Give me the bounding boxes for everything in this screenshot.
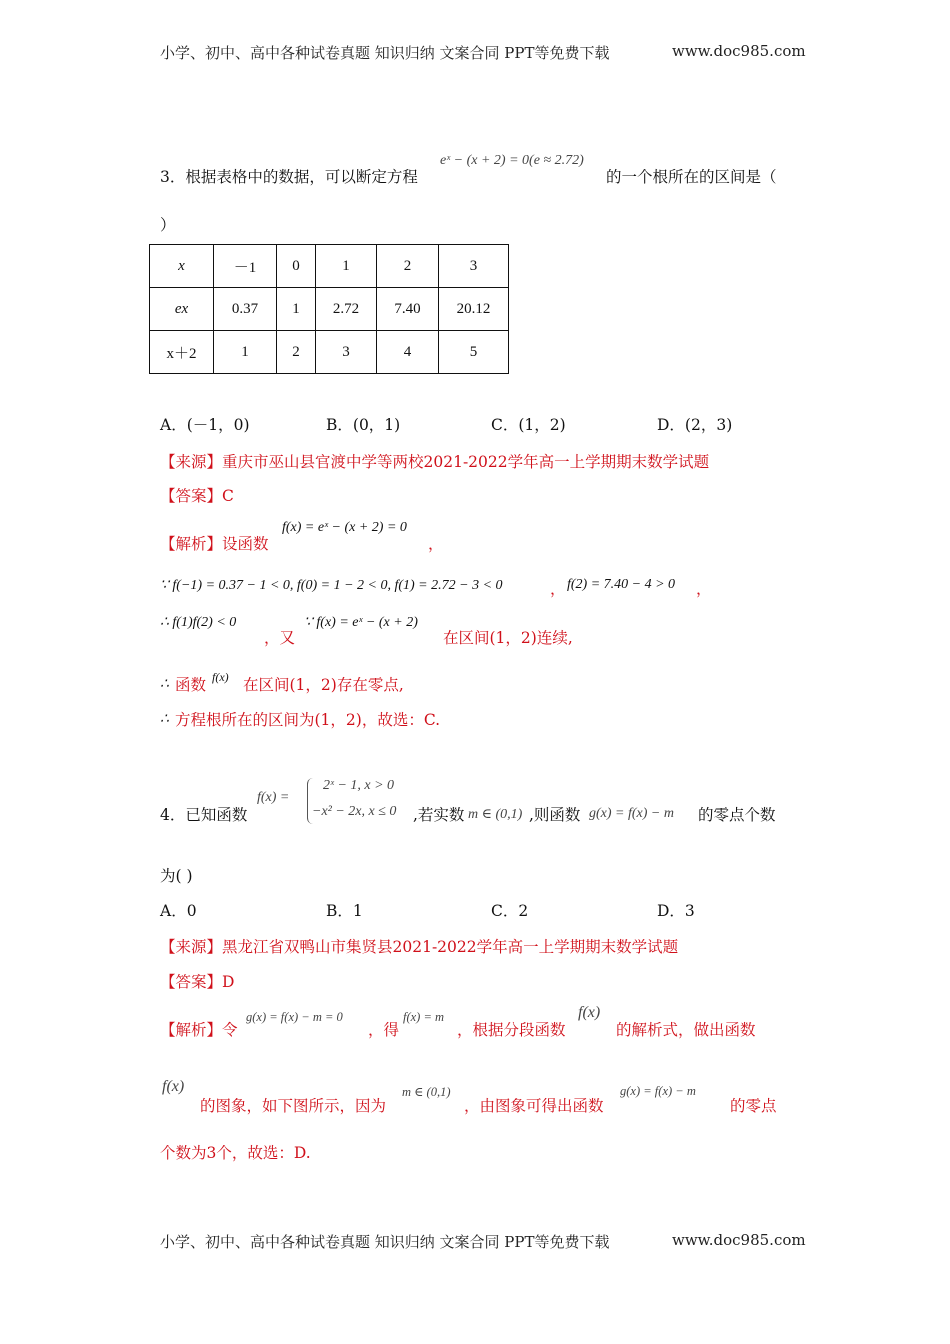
q4-analysis-label: 【解析】令	[160, 1021, 238, 1039]
table-cell: x	[150, 245, 214, 288]
table-cell: 2	[377, 245, 439, 288]
table-cell: x＋2	[150, 331, 214, 374]
q3-line3-mid: ，又	[264, 629, 296, 647]
q3-option-a: A．(－1，0)	[160, 416, 250, 434]
q3-analysis-comma: ，	[428, 535, 444, 553]
q4-mid1: ,若实数	[413, 806, 465, 824]
q4-analysis-t1: ，得	[368, 1021, 400, 1039]
footer-url[interactable]: www.doc985.com	[672, 1231, 806, 1249]
q4-analysis-t3: 的解析式，做出函数	[616, 1021, 756, 1039]
q3-line2-eq2: f(2) = 7.40 − 4 > 0	[567, 577, 676, 592]
q4-mid2: ,则函数	[529, 806, 581, 824]
q4-analysis-eq1: g(x) = f(x) − m = 0	[246, 1010, 343, 1024]
q3-option-d: D．(2，3)	[657, 416, 733, 434]
table-cell: 1	[214, 331, 277, 374]
q3-equation: eˣ − (x + 2) = 0(e ≈ 2.72)	[440, 153, 584, 168]
q3-suffix: 的一个根所在的区间是（	[606, 168, 777, 186]
q4-option-a: A．0	[160, 902, 197, 920]
q3-line3-eq: ∴ f(1)f(2) < 0	[160, 615, 237, 630]
q4-prefix: 4．已知函数	[160, 806, 248, 824]
table-cell: 0	[277, 245, 316, 288]
q4-line-b-eq1: f(x)	[162, 1078, 185, 1095]
q4-line-b-t1: 的图象，如下图所示，因为	[200, 1097, 387, 1115]
q3-option-c: C．(1，2)	[491, 416, 566, 434]
q4-line-b-t2: ，由图象可得出函数	[464, 1097, 604, 1115]
q3-line3-end: 在区间(1，2)连续,	[443, 629, 573, 647]
table-cell: 2.72	[316, 288, 377, 331]
q4-line2: 为( )	[160, 867, 193, 885]
q4-fx-eq: f(x) =	[257, 790, 290, 805]
q3-line4-text1: 函数	[175, 676, 207, 694]
q4-option-c: C．2	[491, 902, 529, 920]
q4-case2: −x² − 2x, x ≤ 0	[312, 804, 397, 819]
q4-line-b-eq3: g(x) = f(x) − m	[620, 1084, 696, 1098]
q3-line5-symbol: ∴	[160, 712, 169, 727]
table-cell: 3	[316, 331, 377, 374]
q4-case1: 2ˣ − 1, x > 0	[323, 778, 395, 793]
q3-analysis-label: 【解析】设函数	[160, 535, 269, 553]
table-cell: 2	[277, 331, 316, 374]
q3-option-b: B．(0，1)	[326, 416, 401, 434]
q4-answer: 【答案】D	[160, 973, 235, 991]
q4-analysis-t2: ，根据分段函数	[457, 1021, 566, 1039]
q3-line5-text: 方程根所在的区间为(1，2)，故选：C.	[175, 711, 441, 729]
q3-line2-sep: ，	[550, 580, 566, 598]
table-row	[150, 245, 509, 288]
q4-analysis-eq3: f(x)	[578, 1004, 601, 1021]
table-cell: 7.40	[377, 288, 439, 331]
q4-analysis-eq2: f(x) = m	[403, 1010, 445, 1024]
q4-source: 【来源】黑龙江省双鸭山市集贤县2021-2022学年高一上学期期末数学试题	[160, 938, 679, 956]
q3-analysis-eq1: f(x) = eˣ − (x + 2) = 0	[282, 520, 407, 535]
table-cell: ex	[150, 288, 214, 331]
q3-prefix: 3．根据表格中的数据，可以断定方程	[160, 168, 418, 186]
table-cell: 1	[316, 245, 377, 288]
q4-line-b-t3: 的零点	[730, 1097, 777, 1115]
q4-line-b-eq2: m ∈ (0,1)	[402, 1085, 451, 1099]
q3-line3-eq2: ∵ f(x) = eˣ − (x + 2)	[304, 615, 418, 630]
q3-data-table	[149, 244, 509, 374]
q3-paren-close: ）	[160, 216, 176, 234]
q3-answer: 【答案】C	[160, 487, 234, 505]
table-cell: 0.37	[214, 288, 277, 331]
table-cell: －1	[214, 245, 277, 288]
q3-source: 【来源】重庆市巫山县官渡中学等两校2021-2022学年高一上学期期末数学试题	[160, 453, 710, 471]
q4-line-c: 个数为3个，故选：D.	[160, 1144, 311, 1162]
q4-suffix: 的零点个数	[698, 806, 776, 824]
table-cell: 3	[439, 245, 509, 288]
table-cell: 4	[377, 331, 439, 374]
table-cell: 5	[439, 331, 509, 374]
footer-text: 小学、初中、高中各种试卷真题 知识归纳 文案合同 PPT等免费下载	[160, 1233, 610, 1251]
header-text: 小学、初中、高中各种试卷真题 知识归纳 文案合同 PPT等免费下载	[160, 44, 610, 62]
q4-m-eq: m ∈ (0,1)	[468, 807, 523, 822]
header-url[interactable]: www.doc985.com	[672, 42, 806, 60]
q4-option-b: B．1	[326, 902, 363, 920]
q3-line4-text2: 在区间(1，2)存在零点,	[243, 676, 404, 694]
table-row	[150, 288, 509, 331]
table-cell: 1	[277, 288, 316, 331]
q4-g-eq: g(x) = f(x) − m	[589, 806, 674, 821]
q4-option-d: D．3	[657, 902, 695, 920]
q3-line4-symbol: ∴	[160, 677, 169, 692]
table-row	[150, 331, 509, 374]
q3-line2-end: ，	[696, 580, 712, 598]
q3-line4-eq: f(x)	[212, 670, 229, 684]
q3-line2-eq: ∵ f(−1) = 0.37 − 1 < 0, f(0) = 1 − 2 < 0, f(1) = 2.72 − 3 < 0	[160, 578, 503, 593]
table-cell: 20.12	[439, 288, 509, 331]
